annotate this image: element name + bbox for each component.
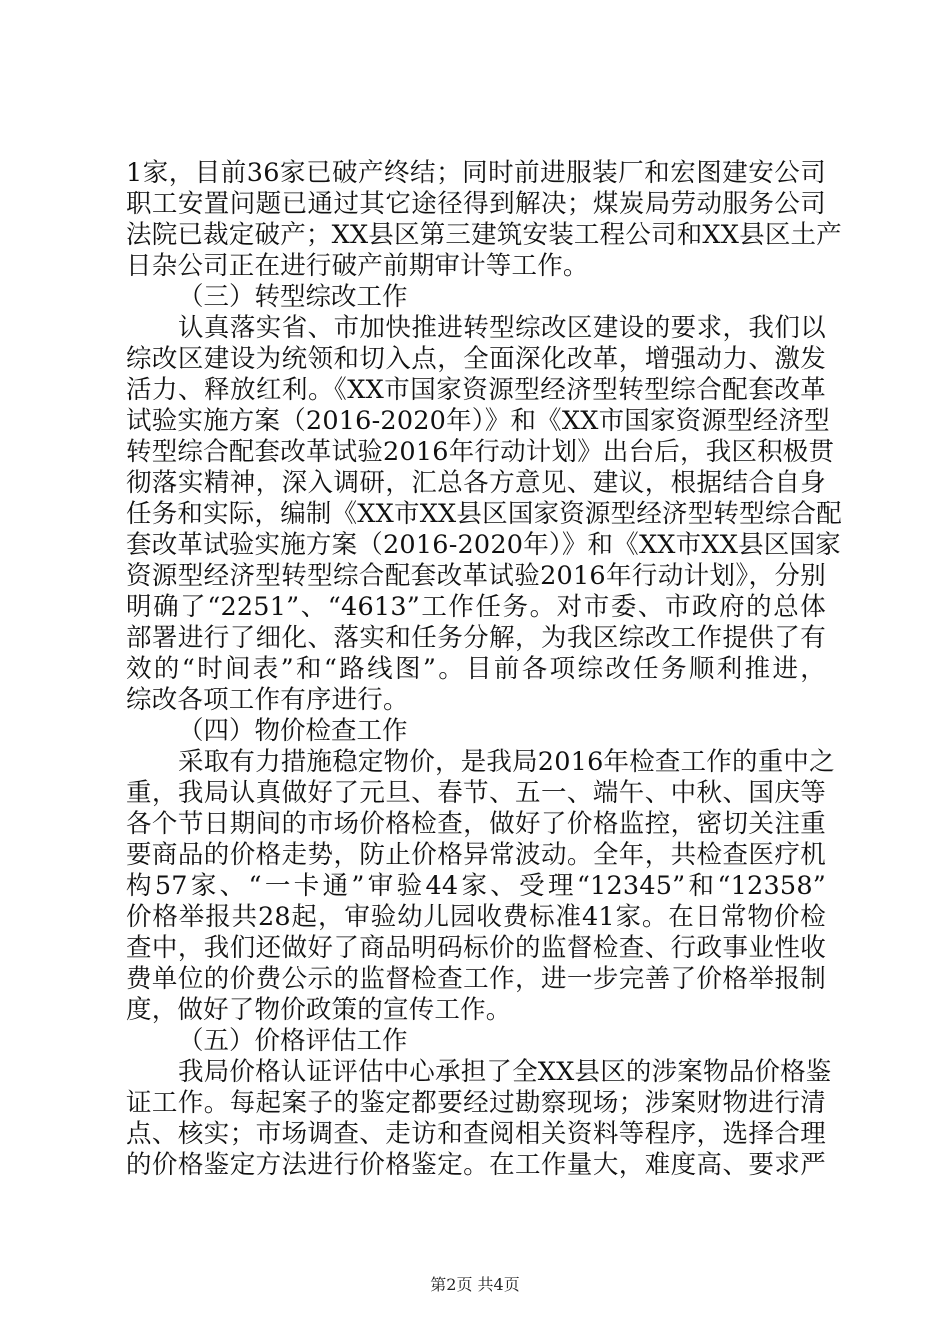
section-heading-price-assessment: （五）价格评估工作 (178, 1026, 408, 1056)
text-line: 查中，我们还做好了商品明码标价的监督检查、行政事业性收 (126, 933, 826, 963)
paragraph-bankruptcy (126, 158, 842, 282)
text-line: 采取有力措施稳定物价，是我局2016年检查工作的重中之 (178, 747, 835, 777)
text-line: 的价格鉴定方法进行价格鉴定。在工作量大，难度高、要求严 (126, 1150, 826, 1180)
text-line: 彻落实精神，深入调研，汇总各方意见、建议，根据结合自身 (126, 468, 826, 498)
text-line: 我局价格认证评估中心承担了全XX县区的涉案物品价格鉴 (178, 1057, 832, 1087)
text-line: 转型综合配套改革试验2016年行动计划》出台后，我区积极贯 (126, 437, 835, 467)
text-line: 度，做好了物价政策的宣传工作。 (126, 995, 512, 1025)
text-line: 试验实施方案（2016-2020年）》和《XX市国家资源型经济型 (126, 406, 830, 436)
text-line: 各个节日期间的市场价格检查，做好了价格监控，密切关注重 (126, 809, 826, 839)
text-line: 效的“时间表”和“路线图”。目前各项综改任务顺利推进， (126, 654, 826, 684)
text-line: 证工作。每起案子的鉴定都要经过勘察现场；涉案财物进行清 (126, 1088, 826, 1118)
document-body (126, 158, 842, 1181)
text-line: 综改区建设为统领和切入点，全面深化改革，增强动力、激发 (126, 344, 826, 374)
text-line: 构57家、“一卡通”审验44家、受理“12345”和“12358” (126, 871, 826, 901)
text-line: 重，我局认真做好了元旦、春节、五一、端午、中秋、国庆等 (126, 778, 826, 808)
text-line: 点、核实；市场调查、走访和查阅相关资料等程序，选择合理 (126, 1119, 826, 1149)
section-heading-transformation-reform: （三）转型综改工作 (178, 282, 408, 312)
section-heading-price-inspection: （四）物价检查工作 (178, 716, 408, 746)
text-line: 职工安置问题已通过其它途径得到解决；煤炭局劳动服务公司 (126, 189, 826, 219)
page-number-footer: 第2页 共4页 (430, 1275, 520, 1294)
text-line: 1家，目前36家已破产终结；同时前进服装厂和宏图建安公司 (126, 158, 826, 188)
text-line: 费单位的价费公示的监督检查工作，进一步完善了价格举报制 (126, 964, 826, 994)
text-line: 综改各项工作有序进行。 (126, 685, 409, 715)
paragraph-transformation-reform (126, 313, 842, 716)
text-line: 明确了“2251”、“4613”工作任务。对市委、市政府的总体 (126, 592, 826, 622)
text-line: 资源型经济型转型综合配套改革试验2016年行动计划》，分别 (126, 561, 826, 591)
paragraph-price-inspection (126, 747, 835, 1026)
text-line: 价格举报共28起，审验幼儿园收费标准41家。在日常物价检 (126, 902, 826, 932)
text-line: 套改革试验实施方案（2016-2020年）》和《XX市XX县区国家 (126, 530, 841, 560)
text-line: 日杂公司正在进行破产前期审计等工作。 (126, 251, 589, 281)
text-line: 部署进行了细化、落实和任务分解，为我区综改工作提供了有 (126, 623, 826, 653)
text-line: 法院已裁定破产；XX县区第三建筑安装工程公司和XX县区土产 (126, 220, 842, 250)
text-line: 认真落实省、市加快推进转型综改区建设的要求，我们以 (178, 313, 826, 343)
text-line: 活力、释放红利。《XX市国家资源型经济型转型综合配套改革 (126, 375, 826, 405)
paragraph-price-assessment (126, 1057, 832, 1181)
text-line: 要商品的价格走势，防止价格异常波动。全年，共检查医疗机 (126, 840, 826, 870)
text-line: 任务和实际，编制《XX市XX县区国家资源型经济型转型综合配 (126, 499, 842, 529)
